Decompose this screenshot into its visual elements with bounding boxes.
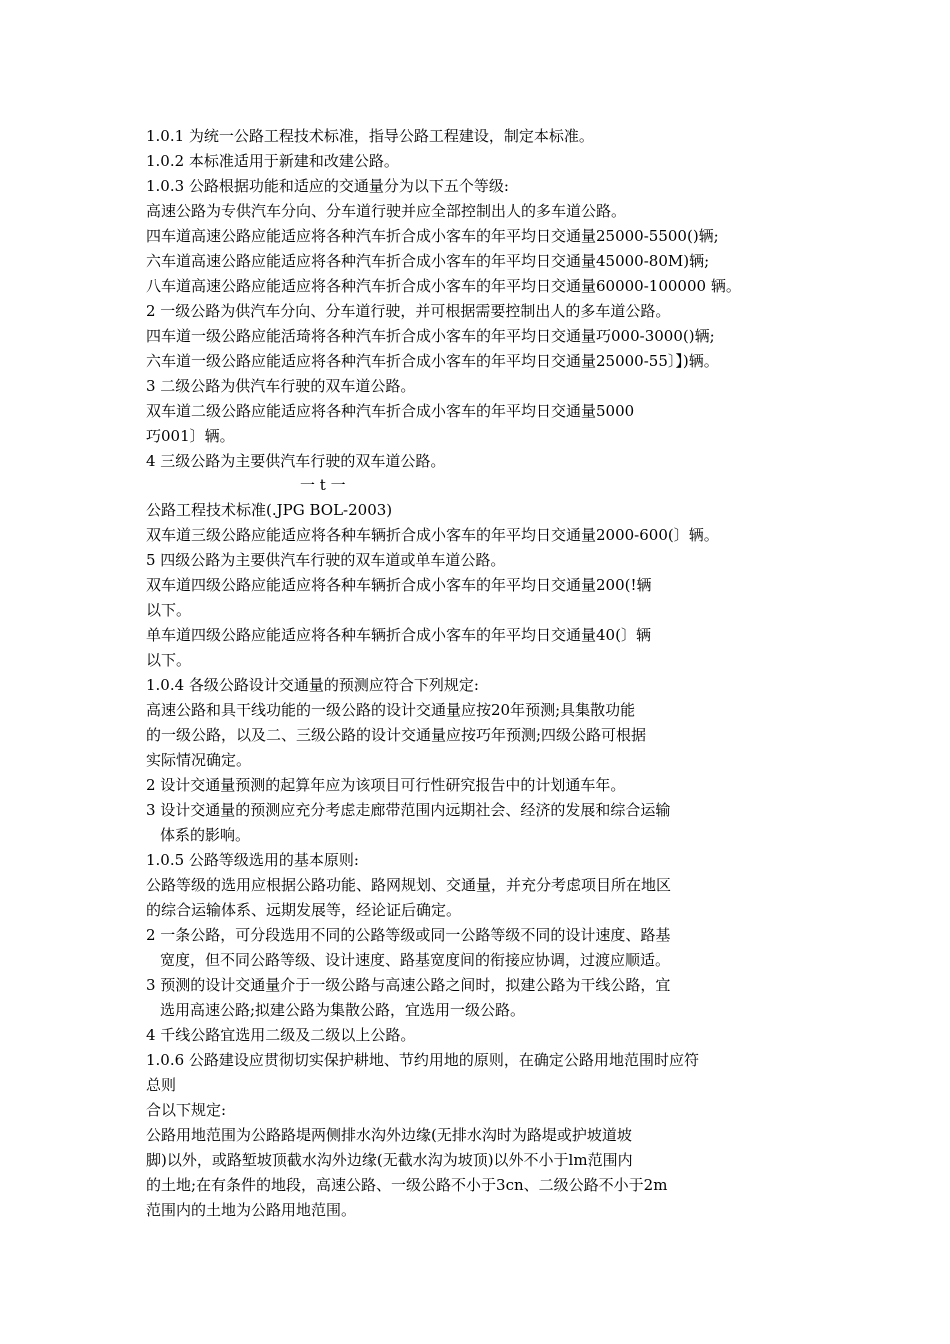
text-line: 公路等级的选用应根据公路功能、路网规划、交通量，并充分考虑项目所在地区: [146, 876, 672, 894]
text-line: 合以下规定:: [146, 1101, 227, 1119]
text-line: 六车道高速公路应能适应将各种汽车折合成小客车的年平均日交通量45000-80M)辆;: [146, 252, 710, 270]
running-header: 公路工程技术标准(.JPG BOL-2003): [146, 501, 393, 519]
page-number: 一 t 一: [300, 476, 346, 494]
clause-1-0-3: 1.0.3 公路根据功能和适应的交通量分为以下五个等级:: [146, 177, 509, 195]
text-line: 4 千线公路宜选用二级及二级以上公路。: [146, 1026, 416, 1044]
text-line: 六车道一级公路应能适应将各种汽车折合成小客车的年平均日交通量25000-55〕】)辆。: [146, 352, 719, 370]
text-line: 2 一级公路为供汽车分向、分车道行驶，并可根据需要控制出人的多车道公路。: [146, 302, 671, 320]
text-line: 以下。: [146, 651, 192, 669]
text-line: 选用高速公路;拟建公路为集散公路，宜选用一级公路。: [160, 1001, 526, 1019]
clause-1-0-2: 1.0.2 本标准适用于新建和改建公路。: [146, 152, 399, 170]
text-line: 宽度，但不同公路等级、设计速度、路基宽度间的衔接应协调，过渡应顺适。: [160, 951, 671, 969]
text-line: 的土地;在有条件的地段，高速公路、一级公路不小于3cn、二级公路不小于2m: [146, 1176, 668, 1194]
text-line: 四车道高速公路应能适应将各种汽车折合成小客车的年平均日交通量25000-5500()辆;: [146, 227, 719, 245]
text-line: 双车道四级公路应能适应将各种车辆折合成小客车的年平均日交通量200(!辆: [146, 576, 652, 594]
text-line: 范围内的土地为公路用地范围。: [146, 1201, 357, 1219]
clause-1-0-1: 1.0.1 为统一公路工程技术标准，指导公路工程建设，制定本标准。: [146, 127, 594, 145]
text-line: 3 二级公路为供汽车行驶的双车道公路。: [146, 377, 416, 395]
text-line: 5 四级公路为主要供汽车行驶的双车道或单车道公路。: [146, 551, 506, 569]
text-line: 巧001〕辆。: [146, 427, 235, 445]
text-line: 八车道高速公路应能适应将各种汽车折合成小客车的年平均日交通量60000-100000 辆。: [146, 277, 741, 295]
text-line: 2 设计交通量预测的起算年应为该项目可行性研究报告中的计划通车年。: [146, 776, 626, 794]
text-line: 4 三级公路为主要供汽车行驶的双车道公路。: [146, 452, 446, 470]
section-title: 总则: [146, 1076, 177, 1094]
text-line: 双车道三级公路应能适应将各种车辆折合成小客车的年平均日交通量2000-600(〕辆。: [146, 526, 719, 544]
text-line: 以下。: [146, 601, 192, 619]
text-line: 的一级公路，以及二、三级公路的设计交通量应按巧年预测;四级公路可根据: [146, 726, 647, 744]
text-line: 脚)以外，或路堑坡顶截水沟外边缘(无截水沟为坡顶)以外不小于lm范围内: [146, 1151, 633, 1169]
text-line: 的综合运输体系、远期发展等，经论证后确定。: [146, 901, 462, 919]
text-line: 2 一条公路，可分段选用不同的公路等级或同一公路等级不同的设计速度、路基: [146, 926, 671, 944]
text-line: 实际情况确定。: [146, 751, 252, 769]
text-line: 公路用地范围为公路路堤两侧排水沟外边缘(无排水沟时为路堤或护坡道坡: [146, 1126, 632, 1144]
text-line: 3 设计交通量的预测应充分考虑走廊带范围内远期社会、经济的发展和综合运输: [146, 801, 671, 819]
text-line: 高速公路为专供汽车分向、分车道行驶并应全部控制出人的多车道公路。: [146, 202, 627, 220]
clause-1-0-5: 1.0.5 公路等级选用的基本原则:: [146, 851, 359, 869]
text-line: 单车道四级公路应能适应将各种车辆折合成小客车的年平均日交通量40(〕辆: [146, 626, 651, 644]
text-line: 四车道一级公路应能活琦将各种汽车折合成小客车的年平均日交通量巧000-3000()辆;: [146, 327, 715, 345]
clause-1-0-4: 1.0.4 各级公路设计交通量的预测应符合下列规定:: [146, 676, 479, 694]
text-line: 双车道二级公路应能适应将各种汽车折合成小客车的年平均日交通量5000: [146, 402, 635, 420]
text-line: 体系的影响。: [160, 826, 251, 844]
clause-1-0-6: 1.0.6 公路建设应贯彻切实保护耕地、节约用地的原则，在确定公路用地范围时应符: [146, 1051, 699, 1069]
text-line: 高速公路和具干线功能的一级公路的设计交通量应按20年预测;具集散功能: [146, 701, 636, 719]
text-line: 3 预测的设计交通量介于一级公路与高速公路之间时，拟建公路为干线公路，宜: [146, 976, 671, 994]
